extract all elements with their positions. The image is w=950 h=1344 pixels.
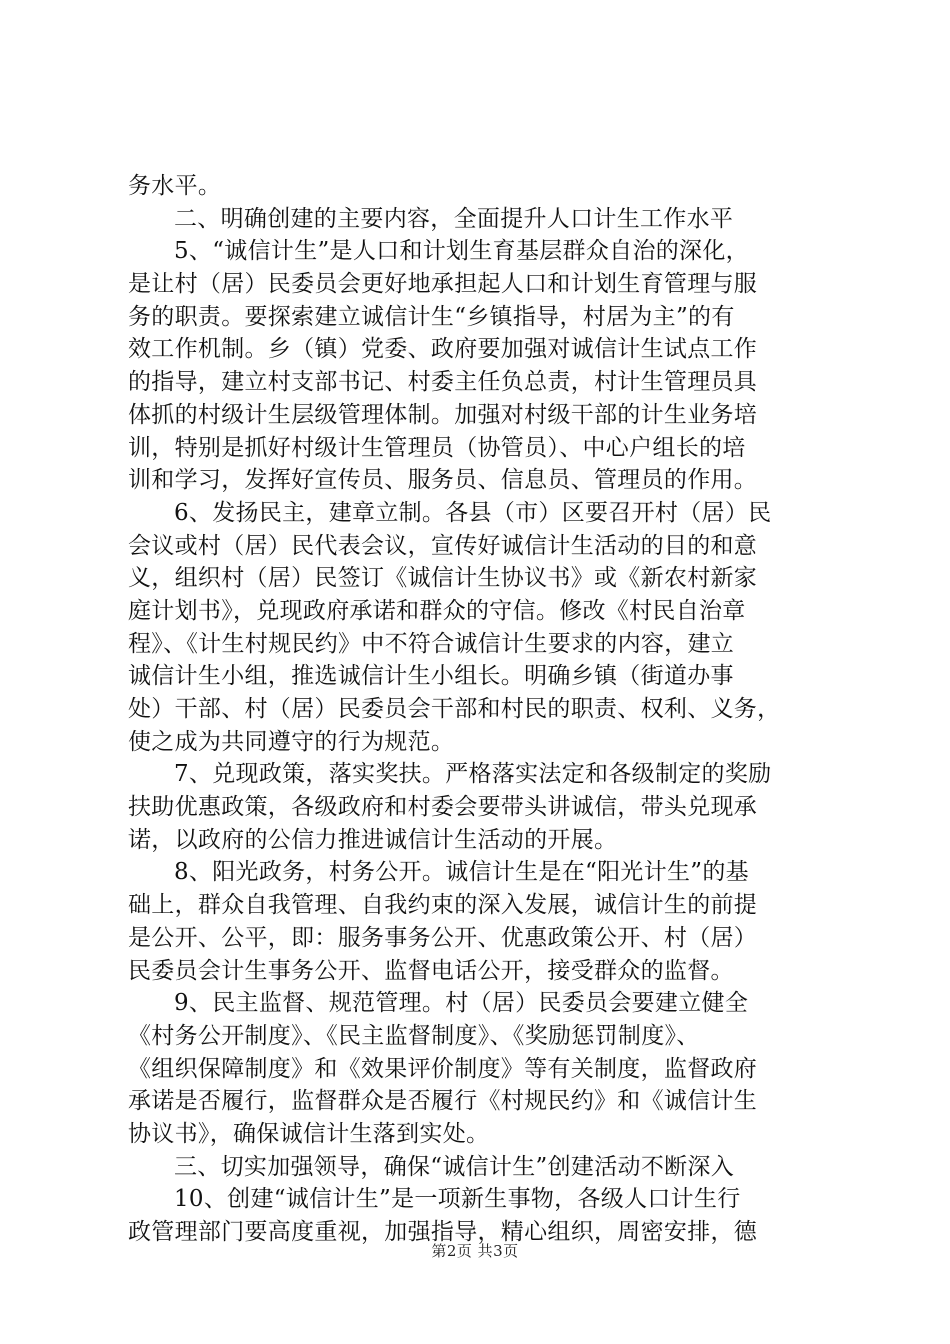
text-line: 二、明确创建的主要内容，全面提升人口计生工作水平 bbox=[174, 205, 734, 232]
text-line: 的指导，建立村支部书记、村委主任负总责，村计生管理员具 bbox=[128, 369, 758, 396]
text-line: 10、创建“诚信计生”是一项新生事物，各级人口计生行 bbox=[174, 1186, 741, 1213]
text-line: 9、民主监督、规范管理。村（居）民委员会要建立健全 bbox=[174, 990, 749, 1017]
text-line: 诺，以政府的公信力推进诚信计生活动的开展。 bbox=[128, 826, 618, 853]
text-line: 庭计划书》，兑现政府承诺和群众的守信。修改《村民自治章 bbox=[128, 597, 746, 624]
text-line: 8、阳光政务，村务公开。诚信计生是在“阳光计生”的基 bbox=[174, 859, 749, 886]
text-line: 使之成为共同遵守的行为规范。 bbox=[128, 728, 455, 755]
text-line: 5、“诚信计生”是人口和计划生育基层群众自治的深化， bbox=[174, 238, 749, 265]
text-line: 程》、《计生村规民约》中不符合诚信计生要求的内容，建立 bbox=[128, 630, 735, 657]
text-line: 是让村（居）民委员会更好地承担起人口和计划生育管理与服 bbox=[128, 271, 758, 298]
text-line: 训，特别是抓好村级计生管理员（协管员）、中心户组长的培 bbox=[128, 434, 746, 461]
text-line: 务的职责。要探索建立诚信计生“乡镇指导，村居为主”的有 bbox=[128, 303, 735, 330]
text-line: 诚信计生小组，推选诚信计生小组长。明确乡镇（街道办事 bbox=[128, 663, 734, 690]
text-line: 政管理部门要高度重视，加强指导，精心组织，周密安排，德 bbox=[128, 1219, 758, 1245]
text-line: 务水平。 bbox=[128, 173, 222, 199]
text-line: 承诺是否履行，监督群众是否履行《村规民约》和《诚信计生 bbox=[128, 1088, 758, 1115]
text-line: 《村务公开制度》、《民主监督制度》、《奖励惩罚制度》、 bbox=[128, 1022, 700, 1049]
text-line: 6、发扬民主，建章立制。各县（市）区要召开村（居）民 bbox=[174, 499, 772, 526]
text-line: 民委员会计生事务公开、监督电话公开，接受群众的监督。 bbox=[128, 957, 734, 984]
text-line: 协议书》，确保诚信计生落到实处。 bbox=[128, 1120, 490, 1147]
text-line: 三、切实加强领导，确保“诚信计生”创建活动不断深入 bbox=[174, 1153, 735, 1180]
text-line: 义，组织村（居）民签订《诚信计生协议书》或《新农村新家 bbox=[128, 565, 758, 592]
document-body bbox=[128, 170, 828, 1249]
text-line: 7、兑现政策，落实奖扶。严格落实法定和各级制定的奖励 bbox=[174, 761, 772, 788]
text-line: 效工作机制。乡（镇）党委、政府要加强对诚信计生试点工作 bbox=[128, 336, 758, 363]
text-line: 扶助优惠政策，各级政府和村委会要带头讲诚信，带头兑现承 bbox=[128, 794, 758, 821]
text-line: 《组织保障制度》和《效果评价制度》等有关制度，监督政府 bbox=[128, 1055, 758, 1082]
text-line: 体抓的村级计生层级管理体制。加强对村级干部的计生业务培 bbox=[128, 401, 758, 428]
text-line: 础上，群众自我管理、自我约束的深入发展，诚信计生的前提 bbox=[128, 892, 758, 919]
text-line: 处）干部、村（居）民委员会干部和村民的职责、权利、义务， bbox=[128, 696, 781, 722]
page-footer: 第2页 共3页 bbox=[431, 1242, 519, 1260]
text-line: 训和学习，发挥好宣传员、服务员、信息员、管理员的作用。 bbox=[128, 467, 758, 494]
text-line: 是公开、公平，即：服务事务公开、优惠政策公开、村（居） bbox=[128, 924, 758, 951]
text-line: 会议或村（居）民代表会议，宣传好诚信计生活动的目的和意 bbox=[128, 532, 758, 559]
